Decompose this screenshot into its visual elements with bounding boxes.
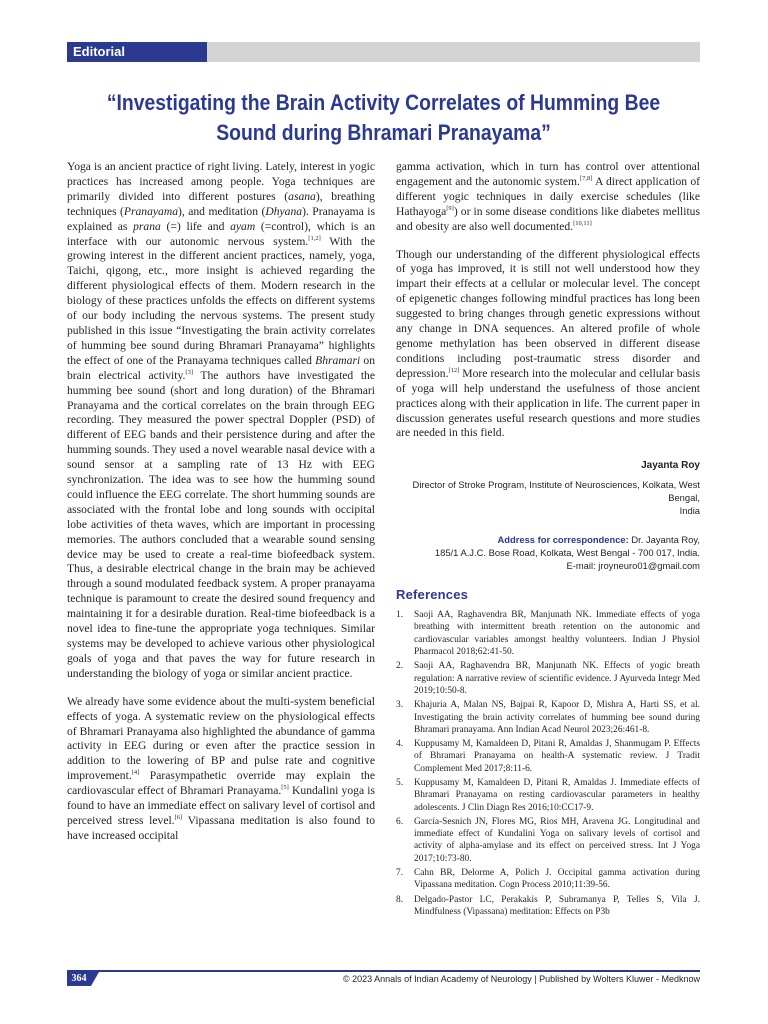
references-heading: References bbox=[396, 587, 469, 603]
author-affiliation: Director of Stroke Program, Institute of Neurosciences, Kolkata, West Bengal, India bbox=[412, 479, 700, 517]
author-name: Jayanta Roy bbox=[641, 460, 700, 472]
reference-item: 8. Delgado-Pastor LC, Perakakis P, Subramanya P, Telles S, Vila J. Mindfulness (Vipassana) meditation: Effects on P3b bbox=[396, 894, 700, 917]
citation-ref[interactable]: [12] bbox=[448, 366, 460, 374]
correspondence-email[interactable]: E-mail: jroyneuro01@gmail.com bbox=[566, 560, 700, 572]
citation-ref[interactable]: [3] bbox=[185, 368, 193, 376]
body-paragraph-4: Though our understanding of the different physiological effects of yoga has improved, it is still not well understood how they impart their effects at a cellular or molecular level. The concept of epigenetic changes following mindful practices has long been suggested to bring changes through genetic expressions without any change in DNA sequences. An altered profile of whole genome methylation has been observed in different disease conditions including post-traumatic stress disorder and depression.[12] More research into the molecular and cellular basis of yoga will help understand the usefulness of those ancient practices along with their application in life. The current paper in discussion generates useful research questions and more studies are needed in this field. bbox=[396, 247, 700, 440]
references-list bbox=[396, 609, 700, 918]
citation-ref[interactable]: [5] bbox=[281, 784, 289, 792]
citation-ref[interactable]: [9] bbox=[446, 204, 454, 212]
body-paragraph-2: We already have some evidence about the multi-system beneficial effects of yoga. A systematic review on the physiological effects of Bhramari Pranayama also highlighted the abundance of gamma activity in EEG during or even after the practice session in addition to the lowering of BP and pulse rate and cognitive improvement.[4] Parasympathetic override may explain the cardiovascular effect of Bhramari Pranayama.[5] Kundalini yoga is found to have an immediate effect on salivary level of cortisol and perceived stress level.[6] Vipassana meditation is also found to have increased occipital bbox=[67, 694, 375, 842]
citation-ref[interactable]: [10,11] bbox=[573, 219, 592, 227]
article-title bbox=[105, 88, 662, 148]
citation-ref[interactable]: [1,2] bbox=[308, 234, 321, 242]
reference-item: 4. Kuppusamy M, Kamaldeen D, Pitani R, Amaldas J, Shanmugam P. Effects of Bhramari Pranayama on health-A systematic review. J Tradit Complement Med 2017;8:11-6. bbox=[396, 739, 700, 774]
footer-copyright: © 2023 Annals of Indian Academy of Neurology | Published by Wolters Kluwer - Medknow bbox=[343, 974, 700, 984]
reference-item: 2. Saoji AA, Raghavendra BR, Manjunath NK. Effects of yogic breath regulation: A narrative review of scientific evidence. J Ayurveda Integr Med 2019;10:50-8. bbox=[396, 661, 700, 696]
right-column bbox=[396, 160, 700, 920]
section-label: Editorial Commentary bbox=[67, 42, 207, 62]
body-paragraph-3: gamma activation, which in turn has control over attentional engagement and the autonomic system.[7,8] A direct application of different yogic techniques in daily exercise schedules (like Hathayoga[9]) or in some disease conditions like diabetes mellitus and obesity are also well documented.[10,11] bbox=[396, 160, 700, 233]
body-paragraph-1: Yoga is an ancient practice of right living. Lately, interest in yogic practices has increased among people. Yoga techniques are primarily divided into different postures (asana), breathing techniques (Pranayama), and meditation (Dhyana). Pranayama is explained as prana (=) life and ayam (=control), which is an interface with our autonomic nervous system.[1,2] With the growing interest in the different ancient practices, namely, yoga, Taichi, qigong, etc., more insight is achieved regarding the different physiological effects of them. Modern research in the biology of these practices unfolds the effects on different systems of our body including the nervous systems. The present study published in this issue “Investigating the brain activity correlates of humming bee sound during Bhramari Pranayama” highlights the effect of one of the Pranayama techniques called Bhramari on brain electrical activity.[3] The authors have investigated the humming bee sound (short and long duration) of the Bhramari Pranayama and the cortical correlates on the brain through EEG recording. They measured the power spectral Doppler (PSD) of different of EEG bands and their persistence during and after the humming sounds. They used a novel wearable nasal device with a sound sensor at a sampling rate of 13 Hz with EEG synchronization. The idea was to see how the humming sound could influence the EEG correlate. The short humming sounds are associated with the frontal lobe and long sounds with occipital lobe activities of theta waves, which are important in processing memories. The authors concluded that a wearable sound sensing device may be used to create a real-time biofeedback system. Thus, a desirable electrical change in the brain may be achieved through a sound modulated feedback system. A proper pranayama technique is paramount to create the desired sound frequency and maintaining it for a desirable duration. Real-time biofeedback is a novel idea to fine-tune the appropriate yoga techniques. Similar systems may be developed to achieve various other physiological goals of yoga and that paves the way for future research in understanding the biology of yoga or similar ancient practice. bbox=[67, 160, 376, 680]
footer-tab-decoration bbox=[91, 972, 99, 986]
correspondence-label: Address for correspondence: bbox=[497, 534, 629, 546]
reference-item: 1. Saoji AA, Raghavendra BR, Manjunath NK. Immediate effects of yoga breathing with intermittent breath retention on the autonomic and cardiovascular variables amongst healthy volunteers. Indian J Physiol Pharmacol 2018;62:41-50. bbox=[396, 610, 700, 658]
left-column bbox=[67, 160, 375, 857]
reference-item: 5. Kuppusamy M, Kamaldeen D, Pitani R, Amaldas J. Immediate effects of Bhramari Pranayama on resting cardiovascular parameters in healthy adolescents. J Clin Diagn Res 2016;10:CC17-9. bbox=[396, 777, 700, 813]
reference-item: 7. Cahn BR, Delorme A, Polich J. Occipital gamma activation during Vipassana meditation. Cogn Process 2010;11:39-56. bbox=[396, 868, 700, 891]
citation-ref[interactable]: [6] bbox=[174, 814, 183, 822]
correspondence-block: Address for correspondence: Dr. Jayanta Roy, 185/1 A.J.C. Bose Road, Kolkata, West Bengal - 700 017, India. E-mail: jroyneuro01@gmail.com bbox=[396, 533, 700, 572]
citation-ref[interactable]: [4] bbox=[131, 769, 140, 777]
reference-item: 3. Khajuria A, Malan NS, Bajpai R, Kapoor D, Mishra A, Harti SS, et al. Investigating the brain activity correlates of humming bee sound during Bhramari pranayama. Ann Indian Acad Neurol 2023;26:461-8. bbox=[396, 700, 700, 735]
page-number: 364 bbox=[67, 972, 91, 986]
title-line-1: “Investigating the Brain Activity Correlates of Humming Bee bbox=[106, 90, 661, 115]
citation-ref[interactable]: [7,8] bbox=[579, 175, 593, 183]
correspondence-address: 185/1 A.J.C. Bose Road, Kolkata, West Bengal - 700 017, India. bbox=[434, 547, 700, 559]
reference-item: 6. García-Sesnich JN, Flores MG, Rios MH, Aravena JG. Longitudinal and immediate effect of Kundalini Yoga on salivary levels of cortisol and activity of alpha-amylase and its effect on perceived stress. Int J Yoga 2017;10:73-80. bbox=[396, 816, 700, 864]
title-line-2: Sound during Bhramari Pranayama” bbox=[216, 120, 551, 145]
